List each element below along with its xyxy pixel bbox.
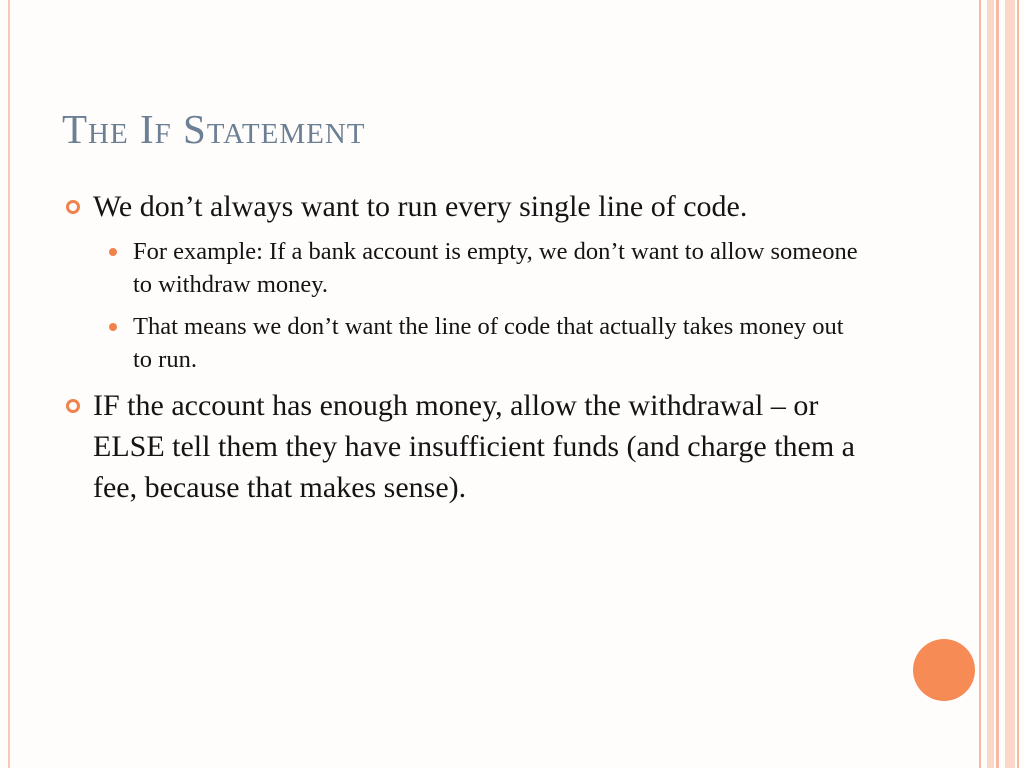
sub-bullet-text: For example: If a bank account is empty, we don’t want to allow someone to withdraw money. xyxy=(133,238,858,298)
sub-bullet-item xyxy=(60,235,860,301)
slide-content xyxy=(60,186,860,514)
right-border-stripe xyxy=(987,0,994,768)
dot-bullet-icon xyxy=(109,323,117,331)
bullet-item xyxy=(60,186,860,227)
right-border-stripe xyxy=(1005,0,1015,768)
sub-bullet-list xyxy=(60,235,860,376)
sub-bullet-item xyxy=(60,310,860,376)
ring-bullet-icon xyxy=(66,399,80,413)
decorative-circle-icon xyxy=(913,639,975,701)
sub-bullet-text: That means we don’t want the line of code that actually takes money out to run. xyxy=(133,313,844,373)
slide-title: The If Statement xyxy=(62,106,366,152)
ring-bullet-icon xyxy=(66,200,80,214)
bullet-text: IF the account has enough money, allow the withdrawal – or ELSE tell them they have insufficient funds (and charge them a fee, because that makes sense). xyxy=(93,389,855,504)
left-border-line xyxy=(8,0,10,768)
bullet-text: We don’t always want to run every single line of code. xyxy=(93,190,748,223)
bullet-item xyxy=(60,385,860,508)
dot-bullet-icon xyxy=(109,248,117,256)
right-border-stripe xyxy=(996,0,999,768)
right-border-stripe xyxy=(979,0,981,768)
right-border-stripe xyxy=(1017,0,1019,768)
